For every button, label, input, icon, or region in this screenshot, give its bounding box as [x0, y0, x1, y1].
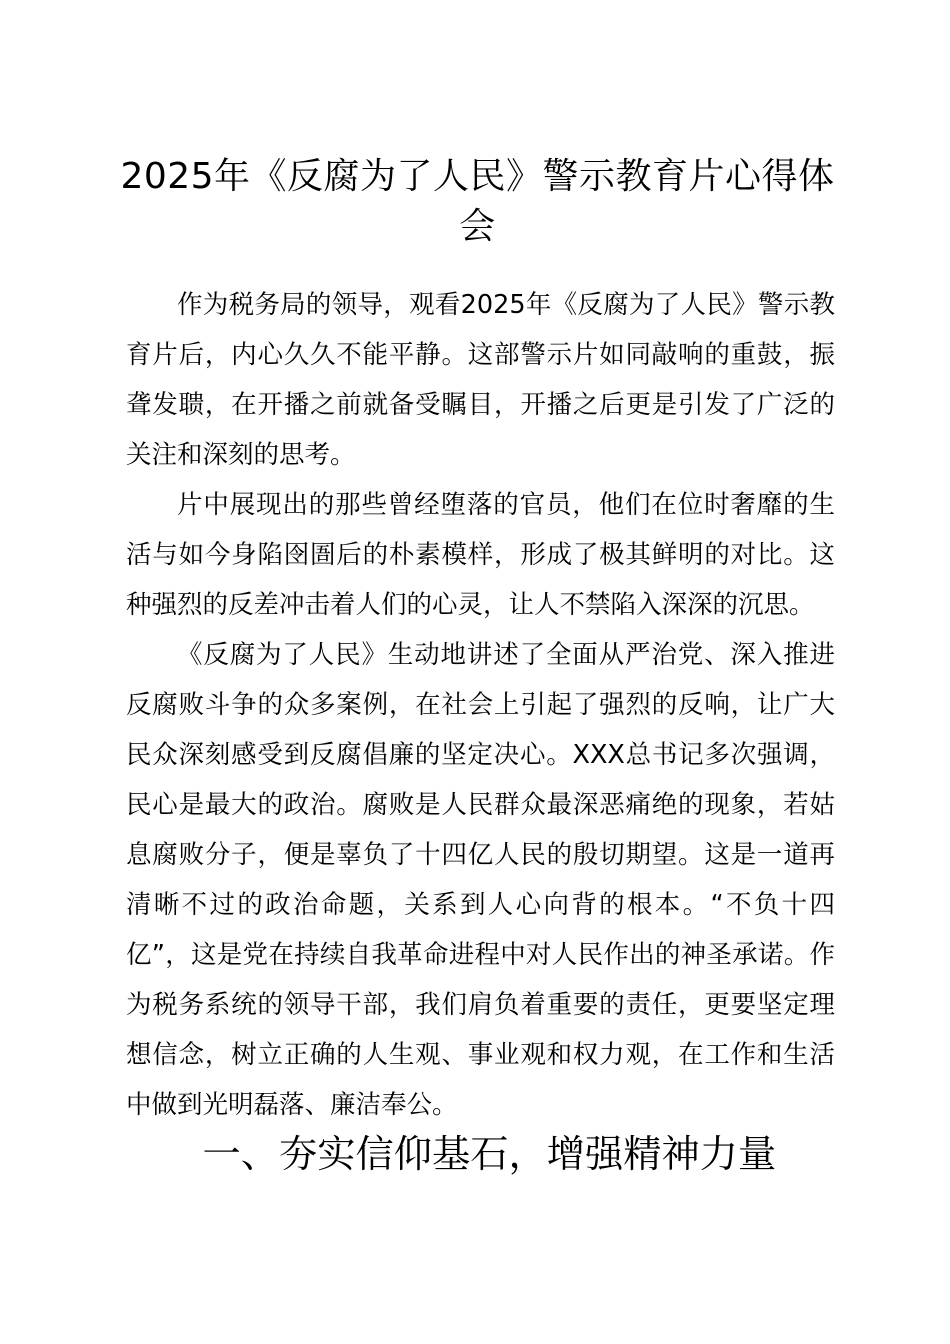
document-title: 2025年《反腐为了人民》警示教育片心得体会	[120, 156, 835, 247]
paragraph-3: 《反腐为了人民》生动地讲述了全面从严治党、深入推进反腐败斗争的众多案例，在社会上引起了强烈的反响，让广大民众深刻感受到反腐倡廉的坚定决心。XXX总书记多次强调，民心是最大的政治。腐败是人民群众最深恶痛绝的现象，若姑息腐败分子，便是辜负了十四亿人民的殷切期望。这是一道再清晰不过的政治命题，关系到人心向背的根本。“不负十四亿”，这是党在持续自我革命进程中对人民作出的神圣承诺。作为税务系统的领导干部，我们肩负着重要的责任，更要坚定理想信念，树立正确的人生观、事业观和权力观，在工作和生活中做到光明磊落、廉洁奉公。	[126, 640, 835, 1120]
paragraph-1: 作为税务局的领导，观看2025年《反腐为了人民》警示教育片后，内心久久不能平静。这部警示片如同敲响的重鼓，振聋发聩，在开播之前就备受瞩目，开播之后更是引发了广泛的关注和深刻的思考。	[126, 290, 835, 470]
document-body	[126, 280, 835, 1180]
paragraph-2: 片中展现出的那些曾经堕落的官员，他们在位时奢靡的生活与如今身陷囹圄后的朴素模样，形成了极其鲜明的对比。这种强烈的反差冲击着人们的心灵，让人不禁陷入深深的沉思。	[126, 490, 835, 620]
section-heading: 一、夯实信仰基石，增强精神力量	[202, 1132, 777, 1177]
